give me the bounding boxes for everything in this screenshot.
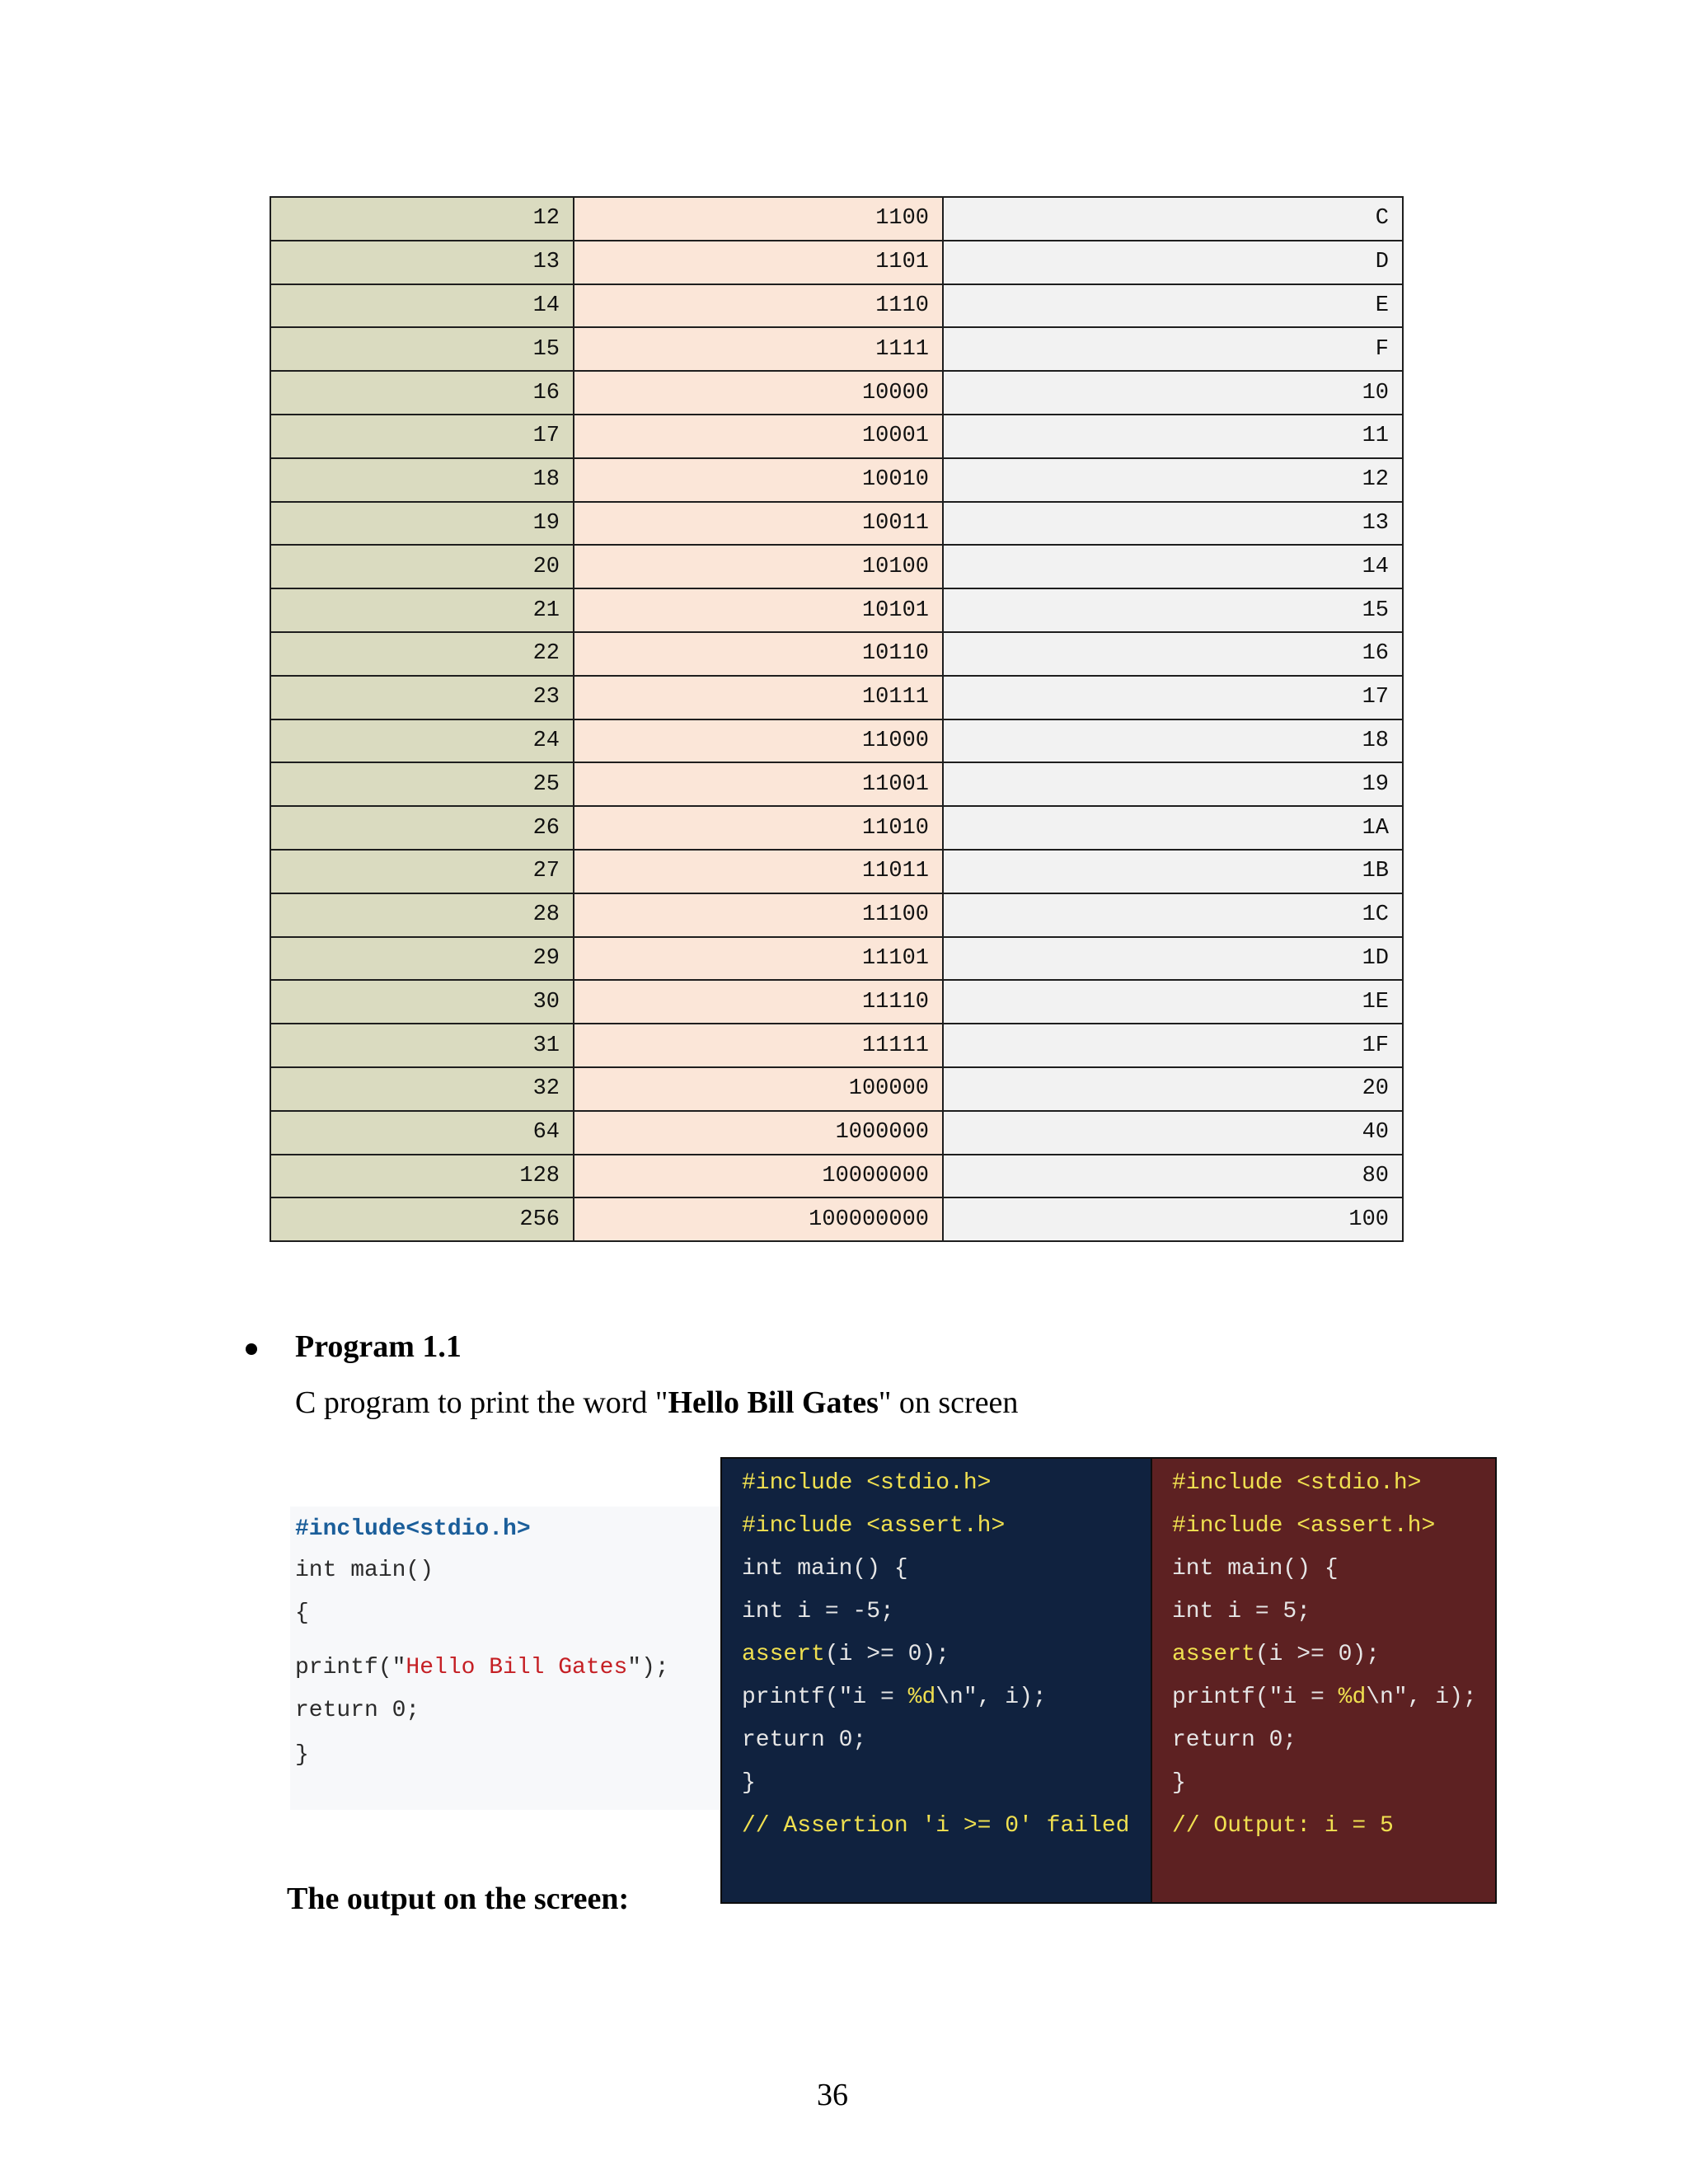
decimal-cell: 23 (270, 676, 574, 719)
hex-cell: D (943, 241, 1403, 284)
hex-cell: 14 (943, 545, 1403, 588)
code-line-return: return 0; (295, 1698, 420, 1723)
decimal-cell: 19 (270, 502, 574, 546)
number-conversion-table (270, 196, 1404, 1242)
binary-cell: 10000000 (574, 1155, 943, 1198)
binary-cell: 1111 (574, 327, 943, 371)
table-row (270, 284, 1403, 328)
table-row (270, 458, 1403, 502)
hex-cell: 13 (943, 502, 1403, 546)
table-row (270, 937, 1403, 981)
binary-cell: 1000000 (574, 1111, 943, 1155)
printf-pre: printf("i = (742, 1685, 908, 1710)
printf-string: Hello Bill Gates (406, 1655, 628, 1680)
hex-cell: 1C (943, 893, 1403, 937)
hex-cell: 100 (943, 1197, 1403, 1241)
binary-cell: 100000 (574, 1067, 943, 1111)
table-row (270, 327, 1403, 371)
table-row (270, 1155, 1403, 1198)
decimal-cell: 32 (270, 1067, 574, 1111)
code-line-include: #include<stdio.h> (295, 1516, 531, 1542)
bullet-icon (246, 1343, 257, 1355)
code-line-main: int main() (295, 1558, 434, 1583)
page-number: 36 (817, 2078, 848, 2112)
table-row (270, 850, 1403, 893)
decimal-cell: 20 (270, 545, 574, 588)
table-body (270, 197, 1403, 1241)
binary-cell: 10100 (574, 545, 943, 588)
binary-cell: 11111 (574, 1024, 943, 1067)
code-line-return: return 0; (1172, 1727, 1297, 1753)
table-row (270, 371, 1403, 415)
code-line-include-stdio: #include <stdio.h> (1172, 1470, 1422, 1496)
table-row (270, 415, 1403, 458)
decimal-cell: 256 (270, 1197, 574, 1241)
program-title: Program 1.1 (295, 1329, 462, 1364)
code-line-printf (742, 1685, 1047, 1710)
decimal-cell: 13 (270, 241, 574, 284)
binary-cell: 10101 (574, 588, 943, 632)
binary-cell: 10010 (574, 458, 943, 502)
program-desc-suffix: " on screen (878, 1385, 1019, 1420)
decimal-cell: 128 (270, 1155, 574, 1198)
program-desc-bold: Hello Bill Gates (668, 1385, 879, 1420)
decimal-cell: 31 (270, 1024, 574, 1067)
decimal-cell: 28 (270, 893, 574, 937)
hex-cell: 1A (943, 806, 1403, 850)
table-row (270, 719, 1403, 763)
binary-cell: 11101 (574, 937, 943, 981)
hex-cell: 1F (943, 1024, 1403, 1067)
program-description (295, 1385, 1018, 1421)
assert-fn: assert (1172, 1642, 1255, 1667)
decimal-cell: 26 (270, 806, 574, 850)
printf-pre: printf(" (295, 1655, 406, 1680)
decimal-cell: 17 (270, 415, 574, 458)
code-line-assert (742, 1642, 950, 1667)
table-row (270, 1197, 1403, 1241)
code-line-include-stdio: #include <stdio.h> (742, 1470, 992, 1496)
code-line-assert (1172, 1642, 1380, 1667)
printf-post: \n", i); (1366, 1685, 1477, 1710)
hex-cell: F (943, 327, 1403, 371)
hex-cell: E (943, 284, 1403, 328)
decimal-cell: 29 (270, 937, 574, 981)
code-line-include-assert: #include <assert.h> (742, 1513, 1006, 1539)
decimal-cell: 24 (270, 719, 574, 763)
code-line-close-brace: } (295, 1742, 309, 1768)
printf-format: %d (907, 1685, 936, 1710)
decimal-cell: 27 (270, 850, 574, 893)
hex-cell: 80 (943, 1155, 1403, 1198)
binary-cell: 11001 (574, 762, 943, 806)
binary-cell: 1100 (574, 197, 943, 241)
table-row (270, 1024, 1403, 1067)
binary-cell: 11100 (574, 893, 943, 937)
printf-post: \n", i); (935, 1685, 1047, 1710)
hex-cell: 19 (943, 762, 1403, 806)
decimal-cell: 64 (270, 1111, 574, 1155)
decimal-cell: 21 (270, 588, 574, 632)
binary-cell: 1110 (574, 284, 943, 328)
table-row (270, 676, 1403, 719)
table-row (270, 1111, 1403, 1155)
binary-cell: 11000 (574, 719, 943, 763)
decimal-cell: 16 (270, 371, 574, 415)
hex-cell: 11 (943, 415, 1403, 458)
code-line-comment: // Assertion 'i >= 0' failed (742, 1813, 1130, 1839)
hex-cell: 18 (943, 719, 1403, 763)
table-row (270, 502, 1403, 546)
binary-cell: 10111 (574, 676, 943, 719)
code-line-main: int main() { (742, 1556, 908, 1582)
binary-cell: 10110 (574, 632, 943, 676)
hex-cell: C (943, 197, 1403, 241)
decimal-cell: 14 (270, 284, 574, 328)
printf-post: "); (627, 1655, 669, 1680)
assert-fail-panel (720, 1457, 1152, 1904)
binary-cell: 100000000 (574, 1197, 943, 1241)
hex-cell: 1D (943, 937, 1403, 981)
hex-cell: 17 (943, 676, 1403, 719)
hex-cell: 20 (943, 1067, 1403, 1111)
code-line-printf (295, 1655, 669, 1680)
binary-cell: 10000 (574, 371, 943, 415)
table-row (270, 197, 1403, 241)
decimal-cell: 18 (270, 458, 574, 502)
code-line-close-brace: } (1172, 1770, 1186, 1796)
binary-cell: 11010 (574, 806, 943, 850)
table-row (270, 1067, 1403, 1111)
table-row (270, 545, 1403, 588)
binary-cell: 1101 (574, 241, 943, 284)
code-line-close-brace: } (742, 1770, 756, 1796)
table-row (270, 588, 1403, 632)
hex-cell: 1E (943, 980, 1403, 1024)
decimal-cell: 30 (270, 980, 574, 1024)
assert-fn: assert (742, 1642, 825, 1667)
decimal-cell: 25 (270, 762, 574, 806)
hex-cell: 12 (943, 458, 1403, 502)
code-line-return: return 0; (742, 1727, 867, 1753)
output-label: The output on the screen: (287, 1882, 630, 1916)
printf-format: %d (1338, 1685, 1367, 1710)
table-row (270, 980, 1403, 1024)
assert-args: (i >= 0); (824, 1642, 950, 1667)
decimal-cell: 15 (270, 327, 574, 371)
code-line-decl: int i = -5; (742, 1599, 894, 1624)
hello-code-block (290, 1507, 720, 1810)
hex-cell: 15 (943, 588, 1403, 632)
program-desc-prefix: C program to print the word " (295, 1385, 668, 1420)
table-row (270, 893, 1403, 937)
table-row (270, 806, 1403, 850)
binary-cell: 11110 (574, 980, 943, 1024)
table-row (270, 762, 1403, 806)
binary-cell: 10011 (574, 502, 943, 546)
printf-pre: printf("i = (1172, 1685, 1339, 1710)
binary-cell: 10001 (574, 415, 943, 458)
table-row (270, 241, 1403, 284)
hex-cell: 40 (943, 1111, 1403, 1155)
hex-cell: 16 (943, 632, 1403, 676)
hex-cell: 1B (943, 850, 1403, 893)
code-line-include-assert: #include <assert.h> (1172, 1513, 1436, 1539)
assert-args: (i >= 0); (1254, 1642, 1381, 1667)
code-line-printf (1172, 1685, 1477, 1710)
code-line-comment: // Output: i = 5 (1172, 1813, 1394, 1839)
table-row (270, 632, 1403, 676)
assert-ok-panel (1151, 1457, 1497, 1904)
binary-cell: 11011 (574, 850, 943, 893)
hex-cell: 10 (943, 371, 1403, 415)
code-line-open-brace: { (295, 1601, 309, 1626)
decimal-cell: 12 (270, 197, 574, 241)
code-line-decl: int i = 5; (1172, 1599, 1311, 1624)
code-line-main: int main() { (1172, 1556, 1339, 1582)
decimal-cell: 22 (270, 632, 574, 676)
